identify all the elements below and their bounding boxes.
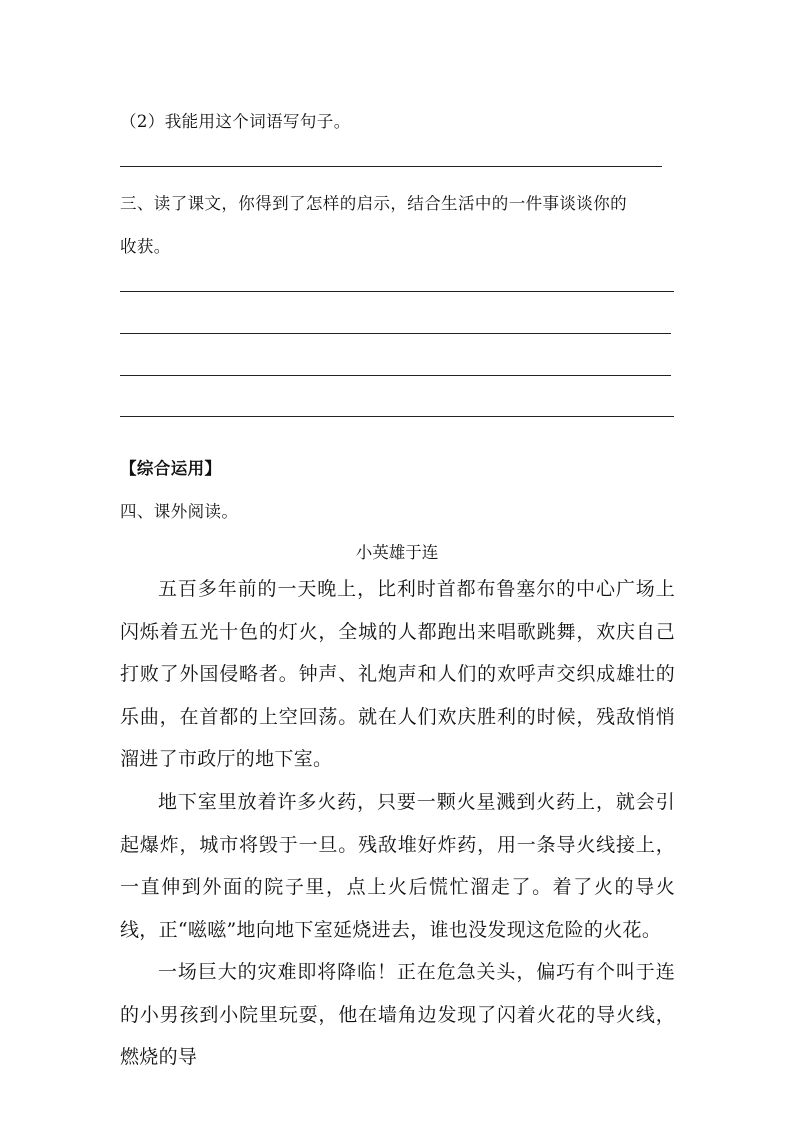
question-2-prompt: （2）我能用这个词语写句子。: [120, 112, 351, 131]
story-paragraph-2: 地下室里放着许多火药，只要一颗火星溅到火药上，就会引起爆炸，城市将毁于一旦。残敌堆好炸药，用一条导火线接上，一直伸到外面的院子里，点上火后慌忙溜走了。着了火的导火线，正“嗞嗞”地向地下室延烧进去，谁也没发现这危险的火花。: [120, 791, 675, 941]
answer-line[interactable]: [120, 333, 671, 334]
section-task: 四、课外阅读。: [120, 502, 239, 521]
question-3-prompt-line-2: 收获。: [120, 237, 171, 256]
story-paragraph-1: 五百多年前的一天晚上，比利时首都布鲁塞尔的中心广场上闪烁着五光十色的灯火，全城的人都跑出来唱歌跳舞，欢庆自己打败了外国侵略者。钟声、礼炮声和人们的欢呼声交织成雄壮的乐曲，在首都的上空回荡。就在人们欢庆胜利的时候，残敌悄悄溜进了市政厅的地下室。: [120, 578, 675, 770]
question-3-prompt-line-1: 三、读了课文，你得到了怎样的启示，结合生活中的一件事谈谈你的: [120, 194, 627, 213]
answer-line[interactable]: [120, 291, 674, 292]
answer-line[interactable]: [120, 416, 674, 417]
story-paragraph-3: 一场巨大的灾难即将降临！正在危急关头，偏巧有个叫于连的小男孩到小院里玩耍，他在墙角边发现了闪着火花的导火线，燃烧的导: [120, 961, 675, 1068]
section-heading: 【综合运用】: [120, 459, 222, 478]
story-title: 小英雄于连: [355, 543, 439, 562]
answer-line[interactable]: [120, 375, 671, 376]
answer-line[interactable]: [120, 166, 662, 167]
